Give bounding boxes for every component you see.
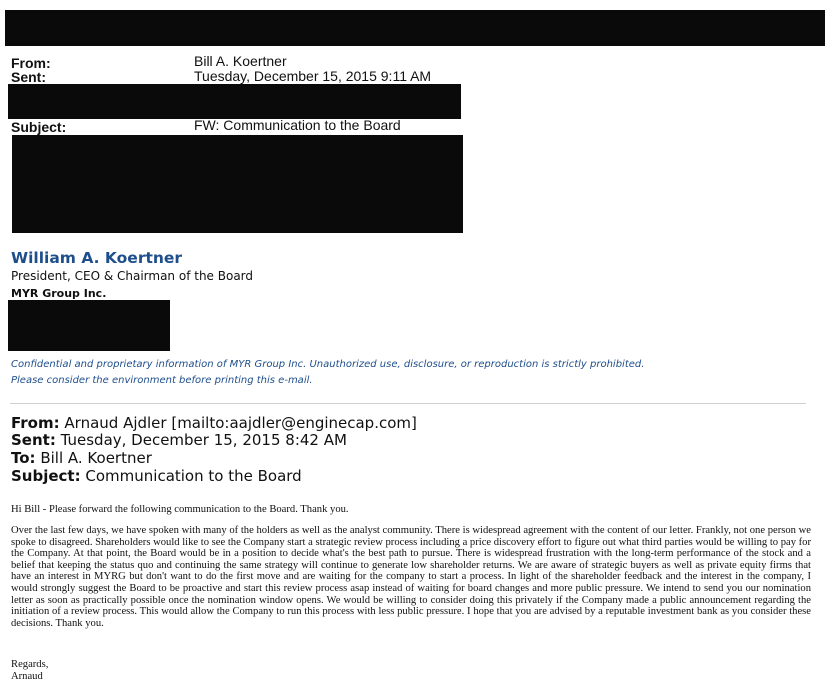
sent-value: Tuesday, December 15, 2015 9:11 AM xyxy=(194,68,432,84)
forwarded-sent-label: Sent: xyxy=(11,431,56,449)
forwarded-to-label: To: xyxy=(11,449,36,467)
forwarded-subject-label: Subject: xyxy=(11,467,81,485)
confidentiality-notice: Confidential and proprietary information of MYR Group Inc. Unauthorized use, disclosure, or reproduction is strictly prohibited. xyxy=(11,359,645,370)
redaction-bar-body xyxy=(12,135,463,233)
from-value: Bill A. Koertner xyxy=(194,53,287,69)
forwarded-from-label: From: xyxy=(11,414,60,432)
forwarded-from-value: Arnaud Ajdler [mailto:aajdler@enginecap.com] xyxy=(64,414,417,432)
message-greeting: Hi Bill - Please forward the following communication to the Board. Thank you. xyxy=(11,504,349,515)
subject-value: FW: Communication to the Board xyxy=(194,117,401,133)
forwarded-subject xyxy=(11,467,302,485)
forwarded-subject-value: Communication to the Board xyxy=(85,467,302,485)
sent-label: Sent: xyxy=(11,69,46,85)
signature-name: William A. Koertner xyxy=(11,249,183,267)
redaction-bar-top xyxy=(5,10,825,46)
forwarded-sent-value: Tuesday, December 15, 2015 8:42 AM xyxy=(60,431,347,449)
message-signoff: Arnaud xyxy=(11,671,43,682)
environment-notice: Please consider the environment before printing this e-mail. xyxy=(11,375,313,386)
forwarded-to-value: Bill A. Koertner xyxy=(40,449,152,467)
message-closing: Regards, xyxy=(11,659,49,670)
message-body: Over the last few days, we have spoken with many of the holders as well as the analyst community. There is widespread agreement with the content of our letter. Frankly, not one person we spoke to disagreed. Shareholders would like to see the Company start a strategic review process including a price discovery effort to figure out what third parties would be willing to pay for the Company. At that point, the Board would be in a position to decide what's the best path to pursue. There is widespread frustration with the long-term performance of the stock and a belief that keeping the status quo and continuing the same strategy will continue to generate low shareholder returns. We are aware of strategic buyers as well as private equity firms that have an interest in MYRG but don't want to do the first move and are waiting for the company to start a process. In light of the shareholder feedback and the interest in the company, I would strongly suggest the Board to be proactive and start this review process asap instead of waiting for board changes and more public pressure. We intend to send you our nomination letter as soon as practically possible once the nomination window opens. We would be willing to consider doing this privately if the Company made a public announcement regarding the initiation of a review process. This would allow the Company to run this process with less public pressure. I hope that you are advised by a reputable investment bank as you consider these decisions. Thank you. xyxy=(11,525,812,629)
signature-title: President, CEO & Chairman of the Board xyxy=(11,269,254,283)
forwarded-from xyxy=(11,414,417,432)
forwarded-sent xyxy=(11,431,347,449)
divider xyxy=(10,403,806,404)
redaction-bar-contact xyxy=(8,300,170,351)
from-label: From: xyxy=(11,55,51,71)
signature-company: MYR Group Inc. xyxy=(11,287,107,300)
forwarded-to xyxy=(11,449,152,467)
subject-label: Subject: xyxy=(11,119,67,135)
redaction-bar-recipients xyxy=(8,84,461,119)
